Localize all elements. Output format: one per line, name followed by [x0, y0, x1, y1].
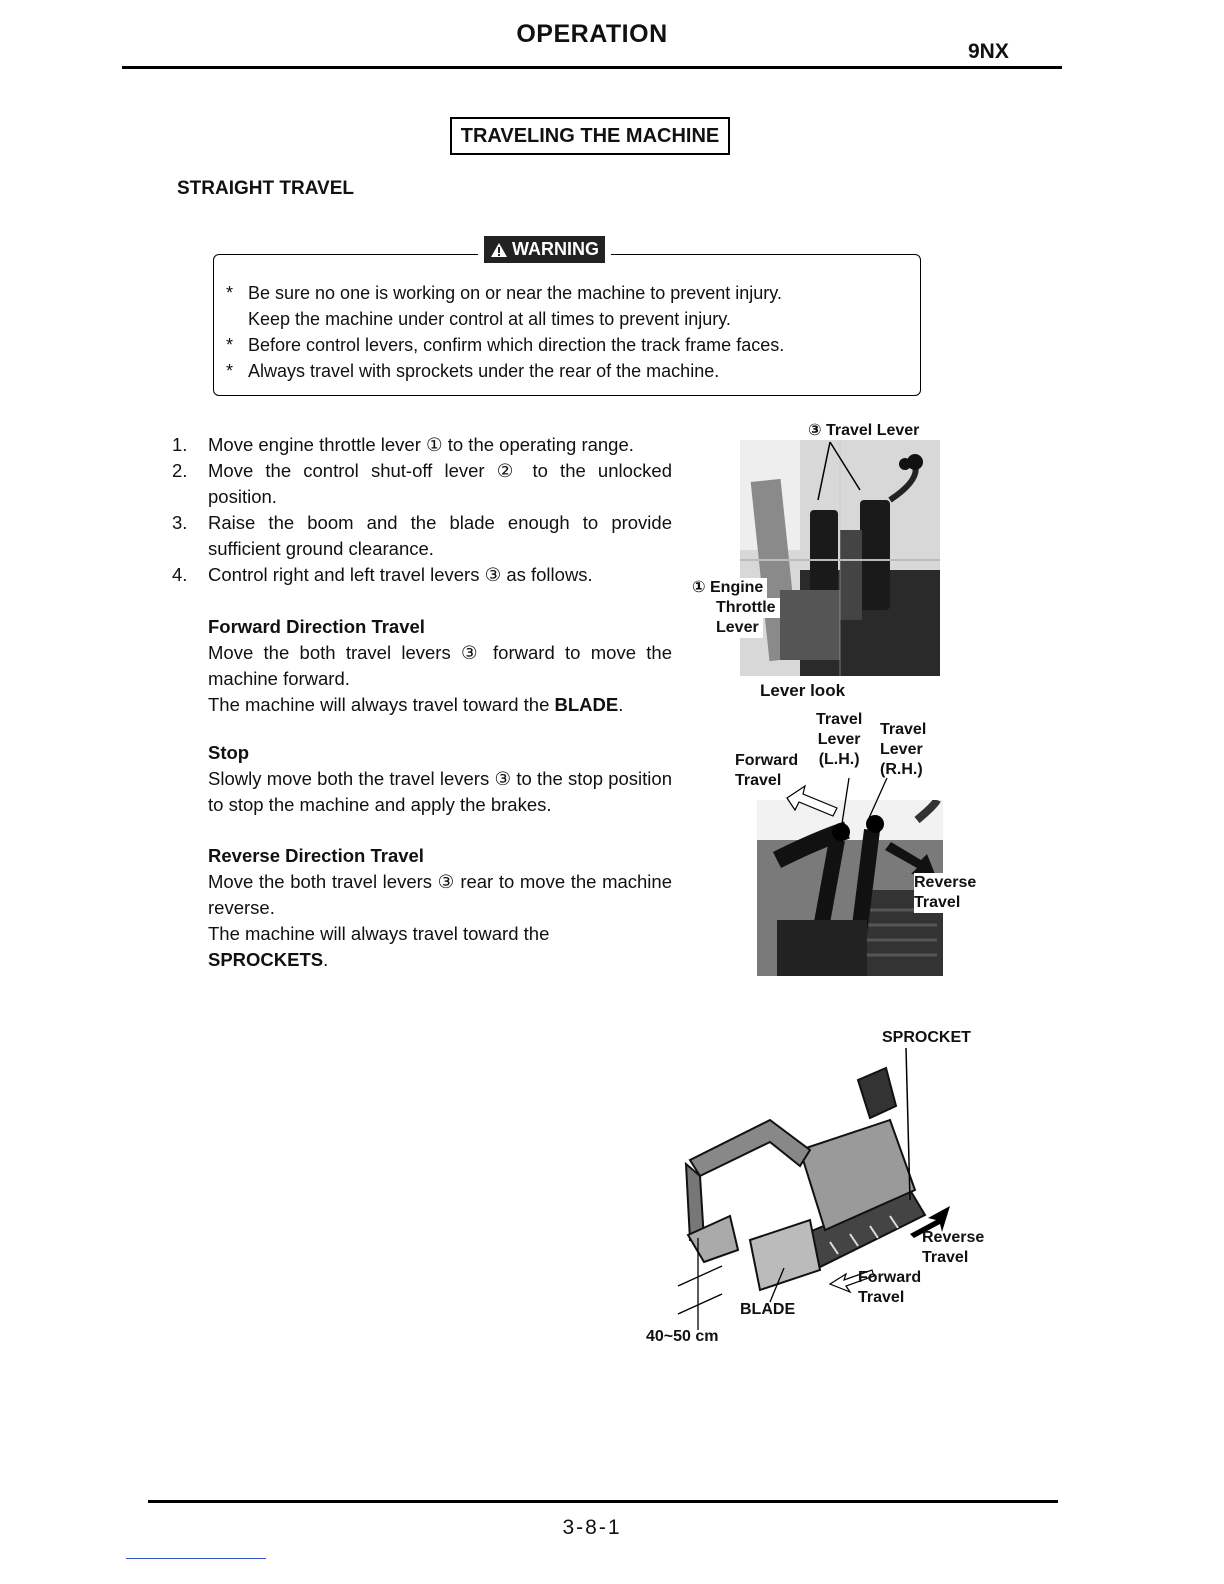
forward-travel-label: Forward Travel: [735, 752, 799, 789]
travel-lever-lh-label: Travel Lever (L.H.): [816, 711, 863, 768]
footer-divider: [148, 1500, 1058, 1503]
sprocket-label: SPROCKET: [882, 1029, 971, 1046]
bottom-blue-line: [126, 1558, 266, 1559]
travel-lever-leader-lines: [760, 440, 880, 540]
stop-text: Slowly move both the travel levers ③ to the stop position to stop the machine and apply the brakes.: [208, 768, 672, 815]
warning-label-text: WARNING: [512, 239, 599, 259]
lever-look-caption: Lever look: [760, 681, 846, 700]
blade-label: BLADE: [740, 1301, 796, 1318]
excavator-reverse-label: Reverse Travel: [922, 1229, 985, 1266]
section-title: TRAVELING THE MACHINE: [450, 117, 730, 155]
warning-label: [484, 236, 605, 263]
travel-lever-label: ③ Travel Lever: [808, 422, 920, 439]
forward-travel-section: [208, 614, 672, 718]
warning-item: * Before control levers, confirm which direction the track frame faces.: [226, 335, 785, 355]
step-item: 1. Move engine throttle lever ① to the operating range.: [172, 434, 634, 455]
step-item: 4. Control right and left travel levers ③ as follows.: [172, 564, 593, 585]
reverse-travel-section: [208, 843, 672, 973]
reverse-text: Move the both travel levers ③ rear to move the machine reverse.: [208, 871, 672, 918]
stop-section: [208, 740, 672, 818]
steps-list: [172, 432, 672, 588]
stop-heading: Stop: [208, 742, 250, 763]
reverse-text-2: The machine will always travel toward the SPROCKETS.: [208, 923, 550, 970]
excavator-forward-label: Forward Travel: [858, 1269, 922, 1306]
warning-triangle-icon: [490, 242, 508, 258]
header-divider: [122, 66, 1062, 69]
reverse-heading: Reverse Direction Travel: [208, 845, 424, 866]
forward-text: Move the both travel levers ③ forward to move the machine forward.: [208, 642, 672, 689]
engine-throttle-label-1: ① Engine: [692, 578, 767, 598]
warning-label-wrap: [478, 236, 611, 263]
engine-throttle-label-2: Throttle: [716, 598, 780, 618]
subtitle: STRAIGHT TRAVEL: [177, 178, 354, 199]
warning-list: [226, 280, 916, 384]
warning-item: Keep the machine under control at all times to prevent injury.: [248, 309, 731, 329]
step-item: 3. Raise the boom and the blade enough to provide sufficient ground clearance.: [172, 512, 672, 559]
travel-lever-rh-label: Travel Lever (R.H.): [880, 721, 927, 778]
warning-item: * Always travel with sprockets under the rear of the machine.: [226, 361, 720, 381]
forward-heading: Forward Direction Travel: [208, 616, 425, 637]
model-code: 9NX: [968, 40, 1009, 63]
page-number: 3-8-1: [562, 1516, 622, 1539]
excavator-illustration: [660, 1040, 1000, 1330]
warning-item: * Be sure no one is working on or near the machine to prevent injury.: [226, 283, 782, 303]
forward-text-2: The machine will always travel toward the BLADE.: [208, 694, 624, 715]
page-header-title: OPERATION: [516, 20, 668, 48]
engine-throttle-label-3: Lever: [716, 618, 763, 638]
step-item: 2. Move the control shut-off lever ② to the unlocked position.: [172, 460, 672, 507]
clearance-label: 40~50 cm: [646, 1328, 719, 1345]
reverse-travel-label: Reverse Travel: [914, 874, 977, 911]
